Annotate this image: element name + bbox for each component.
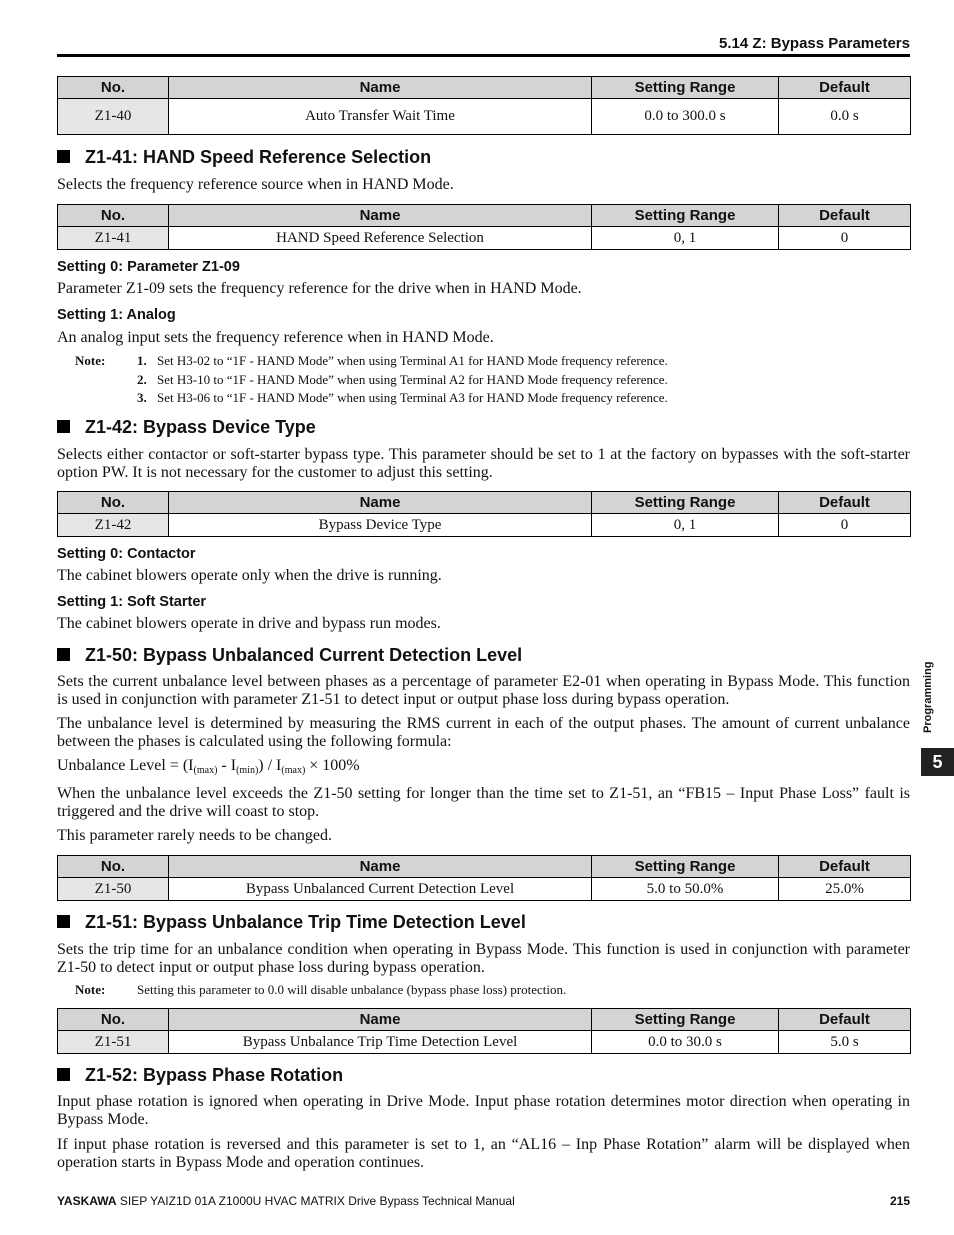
paragraph: Sets the trip time for an unbalance condition when operating in Bypass Mode. This function is used in conjunction with parameter Z1-50 to detect input or output phase loss during bypass operation. <box>57 941 910 976</box>
cell-default: 0.0 s <box>779 99 911 135</box>
setting-title: Setting 0: Contactor <box>57 546 196 562</box>
footer-text: SIEP YAIZ1D 01A Z1000U HVAC MATRIX Drive Bypass Technical Manual <box>116 1194 515 1208</box>
cell-no: Z1-42 <box>58 514 169 537</box>
table-header-row <box>58 1009 911 1031</box>
section-title-text: Z1-52: Bypass Phase Rotation <box>85 1065 344 1085</box>
chapter-tab: 5 <box>921 748 954 776</box>
table-row <box>58 878 911 901</box>
col-header-no: No. <box>58 856 169 878</box>
table-row <box>58 1031 911 1054</box>
section-title-z1-50 <box>57 645 522 666</box>
page-number: 215 <box>889 1194 910 1208</box>
note-text: Setting this parameter to 0.0 will disable unbalance (bypass phase loss) protection. <box>137 982 567 997</box>
paragraph: This parameter rarely needs to be changed. <box>57 827 332 844</box>
setting-title: Setting 1: Analog <box>57 307 176 323</box>
cell-no: Z1-40 <box>58 99 169 135</box>
section-square-icon <box>57 1068 70 1081</box>
formula-subscript: (max) <box>193 765 218 776</box>
cell-range: 5.0 to 50.0% <box>592 878 779 901</box>
paragraph: The cabinet blowers operate in drive and bypass run modes. <box>57 615 441 632</box>
cell-range: 0, 1 <box>592 514 779 537</box>
paragraph: Sets the current unbalance level between phases as a percentage of parameter E2-01 when operating in Bypass Mode. This function is used in conjunction with parameter Z1-51 to detect input or output phase loss during bypass operation. <box>57 673 910 708</box>
col-header-default: Default <box>779 492 911 514</box>
header-rule <box>57 54 910 57</box>
cell-range: 0.0 to 300.0 s <box>592 99 779 135</box>
col-header-range: Setting Range <box>592 1009 779 1031</box>
cell-default: 5.0 s <box>779 1031 911 1054</box>
parameter-table-z1-51 <box>57 1008 911 1054</box>
paragraph: The cabinet blowers operate only when the drive is running. <box>57 567 442 584</box>
cell-name: Bypass Unbalance Trip Time Detection Level <box>169 1031 592 1054</box>
formula-part: ) / I <box>258 757 282 774</box>
col-header-range: Setting Range <box>592 205 779 227</box>
cell-range: 0, 1 <box>592 227 779 250</box>
footer <box>57 1194 515 1208</box>
col-header-range: Setting Range <box>592 492 779 514</box>
paragraph: If input phase rotation is reversed and this parameter is set to 1, an “AL16 – Inp Phase Rotation” alarm will be displayed when operation starts in Bypass Mode and operation continues. <box>57 1136 910 1171</box>
col-header-default: Default <box>779 205 911 227</box>
section-square-icon <box>57 420 70 433</box>
col-header-no: No. <box>58 205 169 227</box>
parameter-table-z1-41 <box>57 204 911 250</box>
col-header-name: Name <box>169 205 592 227</box>
paragraph: Input phase rotation is ignored when operating in Drive Mode. Input phase rotation determines motor direction when operating in Bypass Mode. <box>57 1093 910 1128</box>
cell-no: Z1-50 <box>58 878 169 901</box>
col-header-name: Name <box>169 77 592 99</box>
cell-default: 0 <box>779 514 911 537</box>
note-text: Set H3-10 to “1F - HAND Mode” when using Terminal A2 for HAND Mode frequency reference. <box>157 372 668 387</box>
section-title-z1-52 <box>57 1065 343 1086</box>
col-header-range: Setting Range <box>592 77 779 99</box>
section-square-icon <box>57 150 70 163</box>
col-header-no: No. <box>58 492 169 514</box>
cell-no: Z1-41 <box>58 227 169 250</box>
note-label: Note: <box>75 353 106 368</box>
col-header-name: Name <box>169 1009 592 1031</box>
formula-part: × 100% <box>305 757 360 774</box>
table-row <box>58 227 911 250</box>
table-header-row <box>58 856 911 878</box>
note-text: Set H3-06 to “1F - HAND Mode” when using Terminal A3 for HAND Mode frequency reference. <box>157 390 668 405</box>
table-header-row <box>58 77 911 99</box>
section-title-text: Z1-50: Bypass Unbalanced Current Detection Level <box>85 645 523 665</box>
formula-subscript: (min) <box>236 765 259 776</box>
cell-range: 0.0 to 30.0 s <box>592 1031 779 1054</box>
cell-name: HAND Speed Reference Selection <box>169 227 592 250</box>
side-chapter-label-text: Programming <box>922 661 934 733</box>
note-label: Note: <box>75 982 106 997</box>
formula <box>57 757 910 780</box>
cell-name: Bypass Device Type <box>169 514 592 537</box>
section-title-z1-41 <box>57 147 431 168</box>
cell-default: 25.0% <box>779 878 911 901</box>
formula-part: Unbalance Level = (I <box>57 757 194 774</box>
col-header-range: Setting Range <box>592 856 779 878</box>
running-head: 5.14 Z: Bypass Parameters <box>719 35 910 52</box>
col-header-default: Default <box>779 1009 911 1031</box>
col-header-default: Default <box>779 856 911 878</box>
col-header-no: No. <box>58 77 169 99</box>
cell-name: Auto Transfer Wait Time <box>169 99 592 135</box>
note-number: 2. <box>137 372 147 387</box>
section-square-icon <box>57 915 70 928</box>
parameter-table-z1-40 <box>57 76 911 135</box>
section-title-text: Z1-51: Bypass Unbalance Trip Time Detection Level <box>85 912 526 932</box>
paragraph: Parameter Z1-09 sets the frequency reference for the drive when in HAND Mode. <box>57 280 582 297</box>
note-text: Set H3-02 to “1F - HAND Mode” when using Terminal A1 for HAND Mode frequency reference. <box>157 353 668 368</box>
setting-title: Setting 1: Soft Starter <box>57 594 207 610</box>
formula-part: - I <box>217 757 237 774</box>
cell-default: 0 <box>779 227 911 250</box>
table-row <box>58 514 911 537</box>
section-title-text: Z1-42: Bypass Device Type <box>85 417 316 437</box>
col-header-default: Default <box>779 77 911 99</box>
note-number: 1. <box>137 353 147 368</box>
col-header-name: Name <box>169 856 592 878</box>
note-number: 3. <box>137 390 147 405</box>
footer-brand: YASKAWA <box>57 1194 117 1208</box>
section-title-z1-42 <box>57 417 316 438</box>
cell-name: Bypass Unbalanced Current Detection Level <box>169 878 592 901</box>
table-row <box>58 99 911 135</box>
table-header-row <box>58 492 911 514</box>
paragraph: When the unbalance level exceeds the Z1-50 setting for longer than the time set to Z1-51, an “FB15 – Input Phase Loss” fault is triggered and the drive will coast to stop. <box>57 785 910 820</box>
parameter-table-z1-50 <box>57 855 911 901</box>
col-header-no: No. <box>58 1009 169 1031</box>
paragraph: The unbalance level is determined by measuring the RMS current in each of the output phases. The amount of current unbalance between the phases is calculated using the following formula: <box>57 715 910 750</box>
setting-title: Setting 0: Parameter Z1-09 <box>57 259 240 275</box>
paragraph: Selects the frequency reference source when in HAND Mode. <box>57 176 454 193</box>
table-header-row <box>58 205 911 227</box>
section-title-text: Z1-41: HAND Speed Reference Selection <box>85 147 432 167</box>
paragraph: An analog input sets the frequency reference when in HAND Mode. <box>57 329 494 346</box>
cell-no: Z1-51 <box>58 1031 169 1054</box>
section-square-icon <box>57 648 70 661</box>
parameter-table-z1-42 <box>57 491 911 537</box>
col-header-name: Name <box>169 492 592 514</box>
formula-subscript: (max) <box>281 765 306 776</box>
paragraph: Selects either contactor or soft-starter bypass type. This parameter should be set to 1 at the factory on bypasses with the soft-starter option PW. It is not necessary for the customer to adjust this setting. <box>57 446 910 481</box>
section-title-z1-51 <box>57 912 526 933</box>
